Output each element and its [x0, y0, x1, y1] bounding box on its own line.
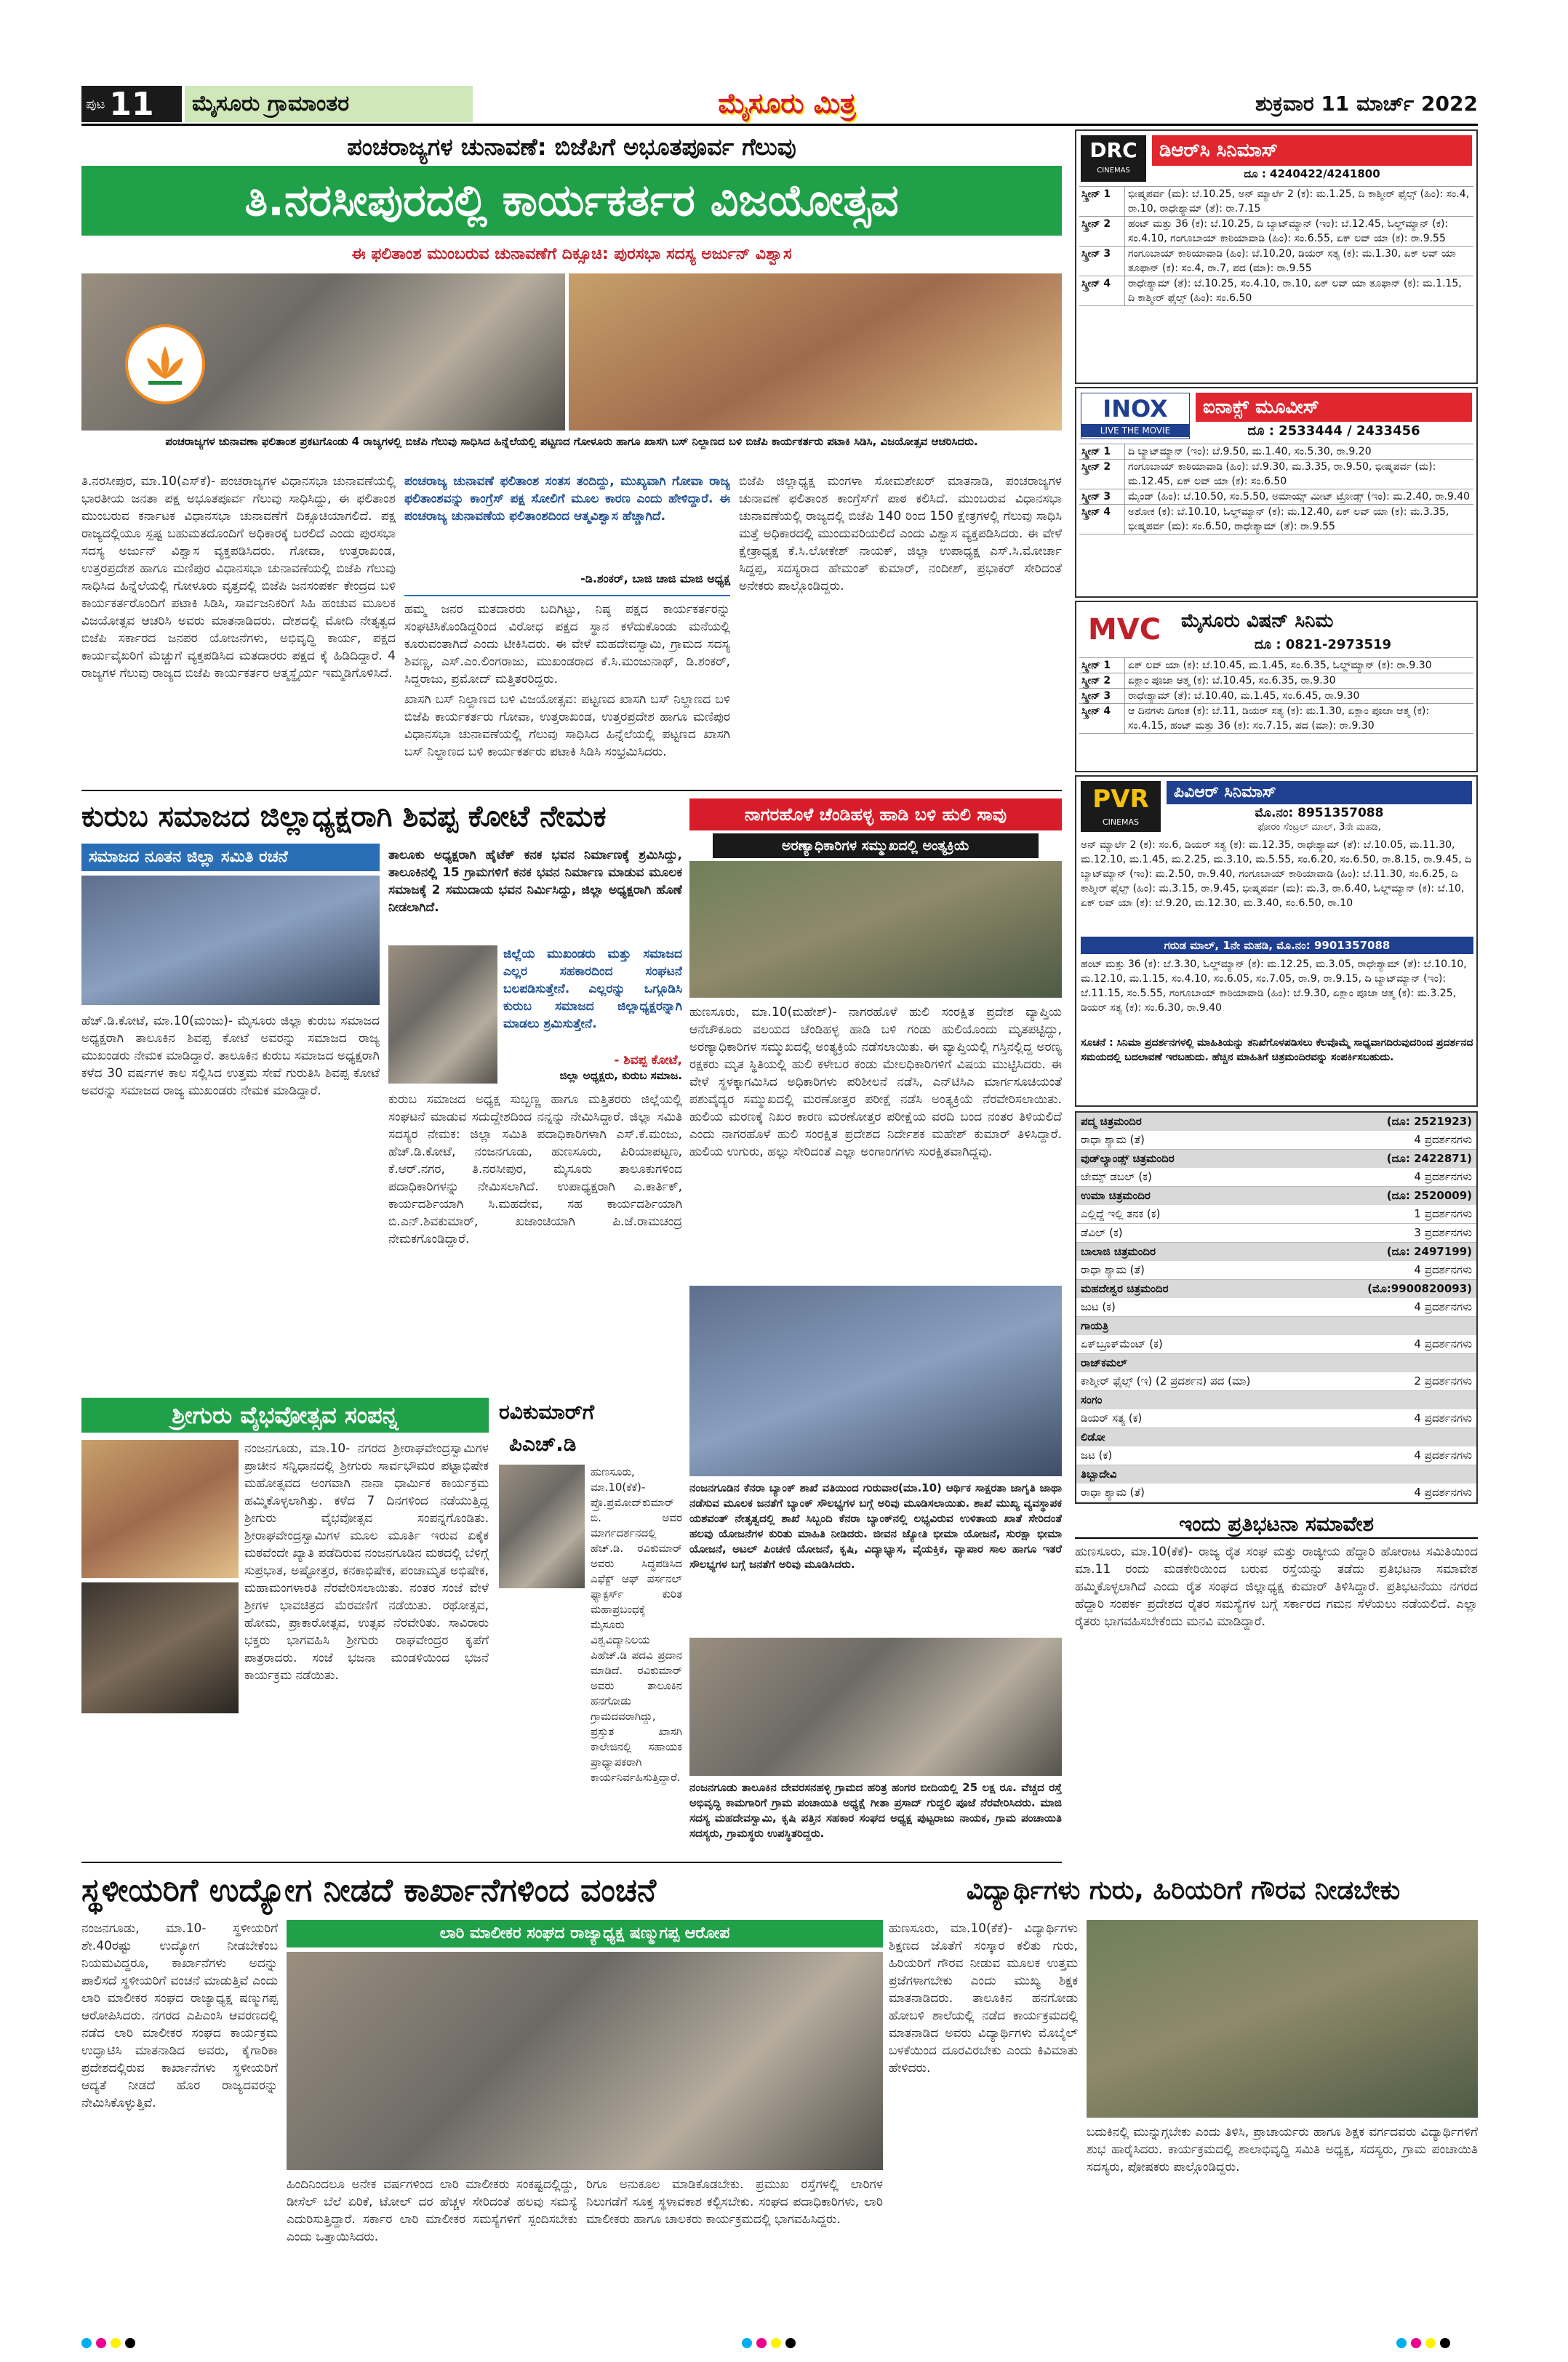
lotus-icon: [140, 339, 191, 390]
mvc-logo: MVC: [1087, 613, 1161, 646]
color-registration-marks-left: [81, 2337, 169, 2349]
pratibhatana-headline: ಇಂದು ಪ್ರತಿಭಟನಾ ಸಮಾವೇಶ: [1075, 1510, 1478, 1539]
show-count: 4 ಪ್ರದರ್ಶನಗಳು: [1414, 1412, 1472, 1425]
inox-ad: [1075, 387, 1478, 598]
header-rule: [81, 124, 1478, 126]
mvc-ad: [1075, 601, 1478, 772]
theatre-name-row: [1076, 1317, 1476, 1335]
nagarahole-headline: ನಾಗರಹೊಳೆ ಚೆಂಡಿಹಳ್ಳ ಹಾಡಿ ಬಳಿ ಹುಲಿ ಸಾವು: [689, 798, 1062, 830]
show-count: 3 ಪ್ರದರ್ಶನಗಳು: [1414, 1226, 1472, 1239]
show-count: 4 ಪ್ರದರ್ಶನಗಳು: [1414, 1263, 1472, 1276]
drc-logo-sub: CINEMAS: [1097, 167, 1130, 175]
theatre-show-row: [1076, 1409, 1476, 1428]
section-name: ಮೈಸೂರು ಗ್ರಾಮಾಂತರ: [185, 86, 473, 122]
black-dot: [785, 2338, 796, 2348]
theatre-name-row: [1076, 1354, 1476, 1372]
screen-label: ಸ್ಕ್ರೀನ್ 1: [1079, 658, 1125, 673]
factory-headline: ಸ್ಥಳೀಯರಿಗೆ ಉದ್ಯೋಗ ನೀಡದೆ ಕಾರ್ಖಾನೆಗಳಿಂದ ವಂಚನೆ: [81, 1872, 657, 1909]
lead-quote-attribution: -ಡಿ.ಶಂಕರ್, ಬಾಜಿ ಚಾಜಿ ಮಾಜಿ ಅಧ್ಯಕ್ಷ: [580, 572, 730, 585]
theatre-show-row: [1076, 1335, 1476, 1354]
screen-label: ಸ್ಕ್ರೀನ್ 4: [1079, 276, 1125, 305]
movie-title: ಜುಟ (ಕ): [1081, 1300, 1116, 1313]
theatre-name: ಗಾಯತ್ರಿ: [1081, 1319, 1109, 1332]
movie-title: ರಾಧಾ ಶ್ಯಾಮ (ತೆ): [1081, 1263, 1145, 1276]
middle-bottom-rule: [81, 1862, 1062, 1863]
screen-row: [1079, 276, 1473, 306]
screen-row: [1079, 460, 1473, 489]
factory-body-2: ಹಿಂದಿನಿಂದಲೂ ಅನೇಕ ವರ್ಷಗಳಿಂದ ಲಾರಿ ಮಾಲೀಕರು ಸಂಕಷ್ಟದಲ್ಲಿದ್ದು, ಡೀಸೆಲ್ ಬೆಲೆ ಏರಿಕೆ, ಟೋಲ್ ದರ ಹೆಚ್ಚಳ ಸೇರಿದಂತೆ ಹಲವು ಸಮಸ್ಯೆ ಎದುರಿಸುತ್ತಿದ್ದಾರೆ. ಸರ್ಕಾರ ಲಾರಿ ಮಾಲೀಕರ ಸಮಸ್ಯೆಗಳಿಗೆ ಸ್ಪಂದಿಸಬೇಕು ಎಂದು ಒತ್ತಾಯಿಸಿದರು.: [287, 2177, 577, 2244]
page-label: ಪುಟ: [86, 96, 105, 112]
mvc-phone: ದೂ : 0821-2973519: [1254, 637, 1392, 652]
screen-label: ಸ್ಕ್ರೀನ್ 2: [1079, 673, 1125, 688]
screen-row: [1079, 689, 1473, 704]
cleanup-photo: [689, 1638, 1062, 1776]
page-header: [81, 79, 1478, 122]
movie-title: ಜೇಮ್ಸ್ ಡಬಲ್ (ಕ): [1081, 1170, 1152, 1183]
theatre-name: ಮಹದೇಶ್ವರ ಚಿತ್ರಮಂದಿರ: [1081, 1282, 1169, 1295]
cyan-dot: [81, 2338, 92, 2348]
theatre-name-row: [1076, 1465, 1476, 1484]
ravikumar-body: ಹುಣಸೂರು, ಮಾ.10(ಕೆಕೆ)- ಪ್ರೊ.ಪ್ರಮೋದ್‌ಕುಮಾರ್ ಬಿ. ಅವರ ಮಾರ್ಗದರ್ಶನದಲ್ಲಿ ಹೆಚ್.ಡಿ. ರವಿಕುಮಾರ್ ಅವರು ಸಿದ್ಧಪಡಿಸಿದ ಎಫೆಕ್ಟ್ ಆಫ್ ಪರ್ಸನಲ್ ಫ್ಯಾಕ್ಟರ್ಸ್ ಕುರಿತ ಮಹಾಪ್ರಬಂಧಕ್ಕೆ ಮೈಸೂರು ವಿಶ್ವವಿದ್ಯಾನಿಲಯ ಪಿಹೆಚ್.ಡಿ ಪದವಿ ಪ್ರದಾನ ಮಾಡಿದೆ. ರವಿಕುಮಾರ್ ಅವರು ತಾಲೂಕಿನ ಹನಗೋಡು ಗ್ರಾಮದವರಾಗಿದ್ದು, ಪ್ರಸ್ತುತ ಖಾಸಗಿ ಕಾಲೇಜಿನಲ್ಲಿ ಸಹಾಯಕ ಪ್ರಾಧ್ಯಾಪಕರಾಗಿ ಕಾರ್ಯನಿರ್ವಹಿಸುತ್ತಿದ್ದಾರೆ.: [591, 1465, 682, 1784]
show-count: 4 ಪ್ರದರ್ಶನಗಳು: [1414, 1300, 1472, 1313]
pvr-mall-listing: ಹಂಟ್ ಮತ್ತು 36 (ಕ): ಬೆ.3.30, ಓಲ್ಡ್‌ಮ್ಯಾನ್ (ಕ): ಮ.12.25, ಮ.3.05, ರಾಧೇಶ್ಯಾಮ್ (ತೆ): ಬೆ.10.10, ಮ.12.10, ಮ.1.15, ಸಂ.4.10, ಸಂ.6.05, ಸಂ.7.05, ರಾ.9, ರಾ.9.15, ದಿ ಬ್ಯಾಟ್‌ಮ್ಯಾನ್ (ಇಂ): ಬೆ.11.15, ಸಂ.5.55, ಗಂಗೂಬಾಯ್ ಕಾಠಿಯಾವಾಡಿ (ಹಿಂ): ಬೆ.9.30, ಏಕ್ಲಾಂ ಪೂಜಾ ಆತ್ಮ (ಕ): ಮ.3.25, ಡಿಯರ್ ಸತ್ಯ (ಕ): ಸಂ.6.30, ರಾ.9.40: [1081, 958, 1467, 1014]
screen-label: ಸ್ಕ್ರೀನ್ 4: [1079, 704, 1125, 733]
cleanup-caption: ನಂಜನಗೂಡು ತಾಲೂಕಿನ ದೇವರಸನಹಳ್ಳಿ ಗ್ರಾಮದ ಹರಿತ್ರ ಹಂಗರ ಬೀದಿಯಲ್ಲಿ 25 ಲಕ್ಷ ರೂ. ವೆಚ್ಚದ ರಸ್ತೆ ಅಭಿವೃದ್ಧಿ ಕಾಮಗಾರಿಗೆ ಗ್ರಾಮ ಪಂಚಾಯಿತಿ ಅಧ್ಯಕ್ಷೆ ಗೀತಾ ಪ್ರಸಾದ್ ಗುದ್ದಲಿ ಪೂಜೆ ನೆರವೇರಿಸಿದರು. ಮಾಜಿ ಸದಸ್ಯ ಮಹದೇವಸ್ವಾಮಿ, ಕೃಷಿ ಪತ್ತಿನ ಸಹಕಾರ ಸಂಘದ ಅಧ್ಯಕ್ಷ ಪುಟ್ಟರಾಜು ನಾಯಕ, ಗ್ರಾಮ ಪಂಚಾಯಿತಿ ಸದಸ್ಯರು, ಗ್ರಾಮಸ್ಥರು ಉಪಸ್ಥಿತರಿದ್ದರು.: [689, 1781, 1062, 1840]
lead-deck: ಈ ಫಲಿತಾಂಶ ಮುಂಬರುವ ಚುನಾವಣೆಗೆ ದಿಕ್ಸೂಚಿ: ಪುರಸಭಾ ಸದಸ್ಯ ಅರ್ಜುನ್ ವಿಶ್ವಾಸ: [351, 245, 792, 263]
theatre-name: ಬಾಲಾಜಿ ಚಿತ್ರಮಂದಿರ: [1081, 1245, 1156, 1258]
screen-showtimes: ದಿ ಬ್ಯಾಟ್‌ಮ್ಯಾನ್ (ಇಂ): ಬೆ.9.50, ಮ.1.40, ಸಂ.5.30, ರಾ.9.20: [1128, 446, 1372, 457]
kuruba-portrait: [388, 945, 497, 1084]
magenta-dot: [1411, 2338, 1421, 2348]
screen-showtimes: ಏಕ್ಲಾಂ ಪೂಜಾ ಆತ್ಮ (ಕ): ಬೆ.10.45, ಸಂ.6.35, ರಾ.9.30: [1128, 675, 1336, 686]
screen-label: ಸ್ಕ್ರೀನ್ 3: [1079, 247, 1125, 276]
theatre-name-row: [1076, 1150, 1476, 1168]
theatre-name: ಲಿಡೋ: [1081, 1430, 1105, 1444]
inox-name: ಐನಾಕ್ಸ್ ಮೂವೀಸ್: [1196, 393, 1472, 422]
theatre-phone: (ದೂ: 2497199): [1386, 1245, 1472, 1258]
theatre-name-row: [1076, 1391, 1476, 1409]
screen-label: ಸ್ಕ್ರೀನ್ 1: [1079, 444, 1125, 459]
pvr-logo: [1081, 781, 1161, 832]
screen-label: ಸ್ಕ್ರೀನ್ 2: [1079, 217, 1125, 246]
show-count: 1 ಪ್ರದರ್ಶನಗಳು: [1414, 1207, 1472, 1220]
screen-showtimes: ರಾಧೇಶ್ಯಾಮ್ (ತೆ): ಬೆ.10.25, ಸಂ.4.10, ರಾ.10, ಏಕ್ ಲವ್ ಯಾ ತೂಫಾನ್ (ಕ): ಮ.1.15, ದಿ ಕಾಶ್ಮೀರ್ ಫೈಲ್ಸ್ (ಹಿಂ): ಸಂ.6.50: [1128, 278, 1462, 304]
screen-row: [1079, 505, 1473, 535]
show-count: 4 ಪ್ರದರ್ಶನಗಳು: [1414, 1486, 1472, 1499]
bank-caption: ನಂಜನಗೂಡಿನ ಕೆನರಾ ಬ್ಯಾಂಕ್ ಶಾಖೆ ವತಿಯಿಂದ ಗುರುವಾರ(ಮಾ.10) ಆರ್ಥಿಕ ಸಾಕ್ಷರತಾ ಜಾಗೃತಿ ಜಾಥಾ ನಡೆಸುವ ಮೂಲಕ ಜನತೆಗೆ ಬ್ಯಾಂಕ್ ಸೌಲಭ್ಯಗಳ ಬಗ್ಗೆ ಅರಿವು ಮೂಡಿಸಲಾಯಿತು. ಶಾಖೆ ಮುಖ್ಯ ವ್ಯವಸ್ಥಾಪಕ ಯಶವಂತ್ ನೇತೃತ್ವದಲ್ಲಿ ಶಾಖೆ ಸಿಬ್ಬಂದಿ ಕೆನರಾ ಬ್ಯಾಂಕ್‌ನಲ್ಲಿ ಲಭ್ಯವಿರುವ ಉಳಿತಾಯ ಖಾತೆ ಸೇರಿದಂತೆ ಹಲವು ಯೋಜನೆಗಳ ಕುರಿತು ಮಾಹಿತಿ ನೀಡಿದರು. ಜೀವನ ಜ್ಯೋತಿ ಭೀಮಾ ಯೋಜನೆ, ಸುರಕ್ಷಾ ಭೀಮಾ ಯೋಜನೆ, ಅಟಲ್ ಪಿಂಚಣಿ ಯೋಜನೆ, ಕೃಷಿ, ವಿದ್ಯಾಭ್ಯಾಸ, ವೈಯಕ್ತಿಕ, ವ್ಯಾಪಾರ ಸಾಲ ಹಾಗೂ ಇತರೆ ಸೌಲಭ್ಯಗಳ ಬಗ್ಗೆ ಜನತೆಗೆ ಅರಿವು ಮೂಡಿಸಿದರು.: [689, 1481, 1062, 1571]
party-logo: [125, 324, 205, 404]
kuruba-quote-role: ಜಿಲ್ಲಾ ಅಧ್ಯಕ್ಷರು, ಕುರುಬ ಸಮಾಜ.: [559, 1069, 682, 1082]
lead-bottom-rule: [81, 790, 1062, 791]
pvr-listing: ಅನ್ ಮ್ಯಾರ್ಲೆ 2 (ಕ): ಸಂ.6, ಡಿಯರ್ ಸತ್ಯ (ಕ): ಮ.12.35, ರಾಧೇಶ್ಯಾಮ್ (ತೆ): ಬೆ.10.05, ಮ.11.30, ಮ.12.10, ಮ.1.45, ಮ.2.25, ಮ.3.10, ಮ.5.55, ಸಂ.6.20, ಸಂ.6.50, ರಾ.8.15, ರಾ.9.45, ದಿ ಬ್ಯಾಟ್‌ಮ್ಯಾನ್ (ಇಂ): ಮ.2.50, ರಾ.9.40, ಗಂಗೂಬಾಯ್ ಕಾಠಿಯಾವಾಡಿ (ಹಿಂ): ಬೆ.11.30, ಸಂ.6.25, ದಿ ಕಾಶ್ಮೀರ್ ಫೈಲ್ಸ್ (ಹಿಂ): ಮ.3.15, ರಾ.9.45, ಭೀಷ್ಮಪರ್ವ (ಮ): ಮ.3, ರಾ.6.40, ಓಲ್ಡ್‌ಮ್ಯಾನ್ (ಕ): ಬೆ.10, ಏಕ್ ಲವ್ ಯಾ (ಕ): ಬೆ.9.20, ಮ.12.30, ಮ.3.40, ಸಂ.6.50, ರಾ.10: [1081, 839, 1472, 909]
kuruba-body-1: ಹೆಚ್.ಡಿ.ಕೋಟೆ, ಮಾ.10(ಮಂಜು)- ಮೈಸೂರು ಜಿಲ್ಲಾ ಕುರುಬ ಸಮಾಜದ ಅಧ್ಯಕ್ಷರಾಗಿ ತಾಲೂಕಿನ ಶಿವಪ್ಪ ಕೋಟೆ ಅವರನ್ನು ಸಮಾಜದ ರಾಜ್ಯ ಮುಖಂಡರು ನೇಮಕ ಮಾಡಿದ್ದಾರೆ. ತಾಲೂಕಿನ ಕುರುಬ ಸಮಾಜದ ಅಧ್ಯಕ್ಷರಾಗಿ ಕಳೆದ 30 ವರ್ಷಗಳ ಕಾಲ ಸಲ್ಲಿಸಿದ ಉತ್ತಮ ಸೇವೆ ಗುರುತಿಸಿ ಶಿವಪ್ಪ ಕೋಟೆ ಅವರನ್ನು ಸಮಾಜದ ರಾಜ್ಯ ಮುಖಂಡರು ನೇಮಕ ಮಾಡಿದ್ದಾರೆ.: [81, 1014, 380, 1098]
color-registration-marks-center: [742, 2337, 829, 2349]
theatre-phone: (ದೂ: 2521923): [1386, 1115, 1472, 1128]
theatre-name: ತಿಬ್ಬಾದೇವಿ: [1081, 1468, 1117, 1481]
movie-title: ಡಿಯರ್ ಸತ್ಯ (ಕ): [1081, 1412, 1143, 1425]
screen-label: ಸ್ಕ್ರೀನ್ 4: [1079, 505, 1125, 534]
drc-logo-text: DRC: [1089, 138, 1137, 162]
sriguru-body: ನಂಜನಗೂಡು, ಮಾ.10- ನಗರದ ಶ್ರೀರಾಘವೇಂದ್ರಸ್ವಾಮಿಗಳ ಪ್ರಾಚೀನ ಸನ್ನಿಧಾನದಲ್ಲಿ ಶ್ರೀಗುರು ಸಾರ್ವಭೌಮರ ಪಟ್ಟಾಭಿಷೇಕ ಮಹೋತ್ಸವದ ಅಂಗವಾಗಿ ನಾನಾ ಧಾರ್ಮಿಕ ಕಾರ್ಯಕ್ರಮ ಹಮ್ಮಿಕೊಳ್ಳಲಾಗಿತ್ತು. ಕಳೆದ 7 ದಿನಗಳಿಂದ ನಡೆಯುತ್ತಿದ್ದ ಶ್ರೀಗುರು ವೈಭವೋತ್ಸವ ಸಂಪನ್ನಗೊಂಡಿತು. ಶ್ರೀರಾಘವೇಂದ್ರಸ್ವಾಮಿಗಳ ಮೂಲ ಮೂರ್ತಿ ಇರುವ ಏಕೈಕ ಮಠವೆಂದೇ ಖ್ಯಾತಿ ಪಡೆದಿರುವ ನಂಜನಗೂಡಿನ ಮಠದಲ್ಲಿ ಬೆಳಿಗ್ಗೆ ಸುಪ್ರಭಾತ, ಅಷ್ಟೋತ್ತರ, ಕನಕಾಭಿಷೇಕ, ಪಂಚಾಮೃತ ಅಭಿಷೇಕ, ಮಹಾಮಂಗಳಾರತಿ ನೆರವೇರಿಸಲಾಯಿತು. ನಂತರ ಸಂಜೆ ವೇಳೆ ಶ್ರೀಗಳ ಭಾವಚಿತ್ರದ ಮೆರವಣಿಗೆ ನಡೆಯಿತು. ರಥೋತ್ಸವ, ಹೋಮ, ಪ್ರಾಕಾರೋತ್ಸವ, ಉತ್ಸವ ನೆರವೇರಿತು. ಸಾವಿರಾರು ಭಕ್ತರು ಭಾಗವಹಿಸಿ ಶ್ರೀಗುರು ರಾಘವೇಂದ್ರರ ಕೃಪೆಗೆ ಪಾತ್ರರಾದರು. ಸಂಜೆ ಭಜನಾ ಮಂಡಳಿಯಿಂದ ಭಜನೆ ಕಾರ್ಯಕ್ರಮ ನಡೆಯಿತು.: [244, 1441, 489, 1683]
theatre-show-row: [1076, 1205, 1476, 1224]
movie-title: ಡೆವಿಲ್ (ಕ): [1081, 1226, 1123, 1239]
kuruba-body-3: ಕುರುಬ ಸಮಾಜದ ಅಧ್ಯಕ್ಷ ಸುಬ್ಬಣ್ಣ ಹಾಗೂ ಮತ್ತಿತರರು ಜಿಲ್ಲೆಯಲ್ಲಿ ಸಂಘಟನೆ ಮಾಡುವ ಸದುದ್ದೇಶದಿಂದ ನನ್ನನ್ನು ನೇಮಿಸಿದ್ದಾರೆ. ಜಿಲ್ಲಾ ಸಮಿತಿ ಸದಸ್ಯರ ನೇಮಕ: ಜಿಲ್ಲಾ ಸಮಿತಿ ಪದಾಧಿಕಾರಿಗಳಾಗಿ ಎಸ್.ಕೆ.ಮಂಜು, ಹೆಚ್.ಡಿ.ಕೋಟೆ, ನಂಜನಗೂಡು, ಹುಣಸೂರು, ಪಿರಿಯಾಪಟ್ಟಣ, ಕೆ.ಆರ್.ನಗರ, ತಿ.ನರಸೀಪುರ, ಮೈಸೂರು ತಾಲೂಕುಗಳಿಂದ ಪದಾಧಿಕಾರಿಗಳನ್ನು ನೇಮಿಸಲಾಗಿದೆ. ಉಪಾಧ್ಯಕ್ಷರಾಗಿ ಎ.ಕಾರ್ತಿಕ್, ಕಾರ್ಯದರ್ಶಿಯಾಗಿ ಸಿ.ಮಹದೇವ, ಸಹ ಕಾರ್ಯದರ್ಶಿಯಾಗಿ ಬಿ.ಎನ್.ಶಿವಕುಮಾರ್, ಖಜಾಂಚಿಯಾಗಿ ಪಿ.ಜೆ.ರಾಮಚಂದ್ರ ನೇಮಕಗೊಂಡಿದ್ದಾರೆ.: [388, 1092, 682, 1246]
students-body-1: ಹುಣಸೂರು, ಮಾ.10(ಕೆಕೆ)- ವಿದ್ಯಾರ್ಥಿಗಳು ಶಿಕ್ಷಣದ ಜೊತೆಗೆ ಸಂಸ್ಕಾರ ಕಲಿತು ಗುರು, ಹಿರಿಯರಿಗೆ ಗೌರವ ನೀಡುವ ಮೂಲಕ ಉತ್ತಮ ಪ್ರಜೆಗಳಾಗಬೇಕು ಎಂದು ಮುಖ್ಯ ಶಿಕ್ಷಕ ಮಾತನಾಡಿದರು. ತಾಲೂಕಿನ ಹನಗೋಡು ಹೋಬಳಿ ಶಾಲೆಯಲ್ಲಿ ನಡೆದ ಕಾರ್ಯಕ್ರಮದಲ್ಲಿ ಮಾತನಾಡಿದ ಅವರು ವಿದ್ಯಾರ್ಥಿಗಳು ಮೊಬೈಲ್ ಬಳಕೆಯಿಂದ ದೂರವಿರಬೇಕು ಎಂದು ಕಿವಿಮಾತು ಹೇಳಿದರು.: [889, 1921, 1078, 2075]
theatre-name: ರಾಜ್‌ಕಮಲ್: [1081, 1356, 1127, 1369]
kuruba-body-2: ತಾಲೂಕು ಅಧ್ಯಕ್ಷರಾಗಿ ಹೈಟೆಕ್ ಕನಕ ಭವನ ನಿರ್ಮಾಣಕ್ಕೆ ಶ್ರಮಿಸಿದ್ದು, ತಾಲೂಕಿನಲ್ಲಿ 15 ಗ್ರಾಮಗಳಿಗೆ ಕನಕ ಭವನ ನಿರ್ಮಾಣ ಮಾಡುವ ಮೂಲಕ ಸಮಾಜಕ್ಕೆ 2 ಸಮುದಾಯ ಭವನ ನಿರ್ಮಿಸಿದ್ದು, ಜಿಲ್ಲಾ ಅಧ್ಯಕ್ಷರಾಗಿ ಹೊಣೆ ನೀಡಲಾಗಿದೆ.: [388, 848, 682, 915]
screen-label: ಸ್ಕ್ರೀನ್ 2: [1079, 460, 1125, 489]
screen-showtimes: ಗಂಗೂಬಾಯ್ ಕಾಠಿಯಾವಾಡಿ (ಹಿಂ): ಬೆ.9.30, ಮ.3.35, ರಾ.9.50, ಭೀಷ್ಮಪರ್ವ (ಮ): ಮ.12.45, ಏಕ್ ಲವ್ ಯಾ (ಕ): ಸಂ.6.50: [1128, 461, 1436, 487]
pvr-ad: [1075, 775, 1478, 1107]
sriguru-photo-2: [81, 1582, 239, 1713]
show-count: 4 ಪ್ರದರ್ಶನಗಳು: [1414, 1133, 1472, 1146]
theatre-name-row: [1076, 1187, 1476, 1205]
pratibhatana-body: ಹುಣಸೂರು, ಮಾ.10(ಕೆಕೆ)- ರಾಜ್ಯ ರೈತ ಸಂಘ ಮತ್ತು ರಾಜ್ಯೀಯ ಹೆದ್ದಾರಿ ಹೋರಾಟ ಸಮಿತಿಯಿಂದ ಮಾ.11 ರಂದು ಮಡಕೇರಿಯಿಂದ ಬರುವ ರಸ್ತೆಯನ್ನು ತಡೆದು ಪ್ರತಿಭಟನಾ ಸಮಾವೇಶ ಹಮ್ಮಿಕೊಳ್ಳಲಾಗಿದೆ ಎಂದು ರೈತ ಸಂಘದ ಜಿಲ್ಲಾಧ್ಯಕ್ಷ ಕುಮಾರ್ ತಿಳಿಸಿದ್ದಾರೆ. ಪ್ರತಿಭಟನೆಯು ನಗರದ ಹೆದ್ದಾರಿ ಸಂಪರ್ಕ ಪ್ರದೇಶದ ರೈತರ ಸಮಸ್ಯೆಗಳ ಬಗ್ಗೆ ಸರ್ಕಾರದ ಗಮನ ಸೆಳೆಯಲು ನಡೆಯಲಿದೆ. ಎಲ್ಲಾ ರೈತರು ಭಾಗವಹಿಸಬೇಕೆಂದು ಮನವಿ ಮಾಡಿದ್ದಾರೆ.: [1075, 1545, 1478, 1629]
kuruba-photo: [81, 876, 380, 1005]
drc-phone: ದೂ : 4240422/4241800: [1244, 167, 1380, 180]
sriguru-headline: ಶ್ರೀಗುರು ವೈಭವೋತ್ಸವ ಸಂಪನ್ನ: [81, 1398, 489, 1433]
kuruba-quote-name: - ಶಿವಪ್ಪ ಕೋಟೆ,: [614, 1053, 682, 1068]
kuruba-headline: ಕುರುಬ ಸಮಾಜದ ಜಿಲ್ಲಾಧ್ಯಕ್ಷರಾಗಿ ಶಿವಪ್ಪ ಕೋಟೆ ನೇಮಕ: [81, 800, 607, 833]
inox-logo-text: INOX: [1103, 395, 1168, 423]
factory-photo: [287, 1952, 883, 2170]
screen-showtimes: ಏಕ್ ಲವ್ ಯಾ (ಕ): ಬೆ.10.45, ಮ.1.45, ಸಂ.6.35, ಓಲ್ಡ್‌ಮ್ಯಾನ್ (ಕ): ರಾ.9.30: [1128, 660, 1432, 671]
yellow-dot: [771, 2338, 781, 2348]
lead-kicker: ಪಂಚರಾಜ್ಯಗಳ ಚುನಾವಣೆ: ಬಿಜೆಪಿಗೆ ಅಭೂತಪೂರ್ವ ಗೆಲುವು: [347, 133, 796, 161]
theatre-name-row: [1076, 1113, 1476, 1131]
screen-row: [1079, 673, 1473, 689]
nagarahole-subhead: ಅರಣ್ಯಾಧಿಕಾರಿಗಳ ಸಮ್ಮುಖದಲ್ಲಿ ಅಂತ್ಯಕ್ರಿಯೆ: [713, 833, 1039, 858]
screen-row: [1079, 217, 1473, 247]
theatre-name-row: [1076, 1243, 1476, 1261]
theatre-show-row: [1076, 1261, 1476, 1280]
black-dot: [125, 2338, 135, 2348]
lead-column-2b: ಖಾಸಗಿ ಬಸ್ ನಿಲ್ದಾಣದ ಬಳಿ ವಿಜಯೋತ್ಸವ: ಪಟ್ಟಣದ ಖಾಸಗಿ ಬಸ್ ನಿಲ್ದಾಣದ ಬಳಿ ಬಿಜೆಪಿ ಕಾರ್ಯಕರ್ತರು ಗೋವಾ, ಉತ್ತರಾಖಂಡ, ಉತ್ತರಪ್ರದೇಶ ಹಾಗೂ ಮಣಿಪುರ ವಿಧಾನಸಭಾ ಚುನಾವಣೆಯಲ್ಲಿ ಗೆಲುವು ಸಾಧಿಸಿದ ಹಿನ್ನೆಲೆಯಲ್ಲಿ ಪಟ್ಟಣದ ಖಾಸಗಿ ಬಸ್ ನಿಲ್ದಾಣದ ಬಳಿ ಕಾರ್ಯಕರ್ತರು ಪಟಾಕಿ ಸಿಡಿಸಿ ಸಂಭ್ರಮಿಸಿದರು.: [404, 692, 730, 759]
screen-row: [1079, 247, 1473, 276]
mvc-name: ಮೈಸೂರು ವಿಷನ್ ಸಿನಿಮ: [1181, 610, 1334, 632]
theatre-show-row: [1076, 1446, 1476, 1465]
theatre-name: ವುಡ್‌ಲ್ಯಾಂಡ್ಸ್ ಚಿತ್ರಮಂದಿರ: [1081, 1152, 1175, 1165]
magenta-dot: [756, 2338, 767, 2348]
drc-ad: [1075, 129, 1478, 384]
pvr-phone: ಮೊ.ನಂ: 8951357088: [1255, 806, 1384, 820]
yellow-dot: [111, 2338, 121, 2348]
screen-showtimes: ಆ ದಿನಗಳು ದಿಗಂತ (ಕ): ಬೆ.11, ಡಿಯರ್ ಸತ್ಯ (ಕ): ಮ.1.30, ಏಕ್ಲಾಂ ಪೂಜಾ ಆತ್ಮ (ಕ): ಸಂ.4.15, ಹಂಟ್ ಮತ್ತು 36 (ಕ): ಸಂ.7.15, ಪದ (ಮಾ): ರಾ.9.30: [1128, 705, 1430, 732]
kuruba-subhead: ಸಮಾಜದ ನೂತನ ಜಿಲ್ಲಾ ಸಮಿತಿ ರಚನೆ: [81, 844, 380, 871]
mvc-listing: [1079, 657, 1473, 769]
black-dot: [1440, 2338, 1450, 2348]
theatre-phone: (ಮೊ:9900820093): [1367, 1282, 1472, 1295]
theatre-name: ಪದ್ಮ ಚಿತ್ರಮಂದಿರ: [1081, 1115, 1142, 1128]
yellow-dot: [1425, 2338, 1436, 2348]
movie-title: ಕಾಶ್ಮೀರ್ ಫೈಲ್ಸ್ (ಇ) (2 ಪ್ರದರ್ಶನ) ಪದ (ಮಾ): [1081, 1374, 1251, 1388]
screen-showtimes: ಅಶೋಕ (ಕ): ಬೆ.10.10, ಓಲ್ಡ್‌ಮ್ಯಾನ್ (ಕ): ಮ.12.40, ಏಕ್ ಲವ್ ಯಾ (ಕ): ಮ.3.35, ಭೀಷ್ಮಪರ್ವ (ಮ): ಸಂ.6.50, ರಾಧೇಶ್ಯಾಮ್ (ತೆ): ರಾ.9.55: [1128, 506, 1449, 532]
page-number-box: [81, 86, 182, 122]
drc-name: ಡಿಆರ್‌ಸಿ ಸಿನಿಮಾಸ್: [1152, 135, 1472, 166]
theatre-name-row: [1076, 1280, 1476, 1298]
lead-photo-right: [569, 273, 1062, 431]
screen-showtimes: ಭೀಷ್ಮಪರ್ವ (ಮ): ಬೆ.10.25, ಅನ್ ಮ್ಯಾರ್ಲೆ 2 (ಕ): ಮ.1.25, ದಿ ಕಾಶ್ಮೀರ್ ಫೈಲ್ಸ್ (ಹಿಂ): ಸಂ.4, ರಾ.10, ರಾಧೇಶ್ಯಾಮ್ (ತೆ): ರಾ.7.15: [1128, 188, 1470, 215]
screen-showtimes: ಗಂಗೂಬಾಯ್ ಕಾಠಿಯಾವಾಡಿ (ಹಿಂ): ಬೆ.10.20, ಡಿಯರ್ ಸತ್ಯ (ಕ): ಮ.1.30, ಏಕ್ ಲವ್ ಯಾ ತೂಫಾನ್ (ಕ): ಸಂ.4, ರಾ.7, ಪದ (ಮಾ): ರಾ.9.55: [1128, 248, 1456, 274]
screen-row: [1079, 704, 1473, 734]
movie-title: ಎಲ್ಲಿದ್ದೆ ಇಲ್ಲಿ ತನಕ (ಕ): [1081, 1207, 1161, 1220]
screen-showtimes: ರಾಧೇಶ್ಯಾಮ್ (ತೆ): ಬೆ.10.40, ಮ.1.45, ಸಂ.6.45, ರಾ.9.30: [1128, 690, 1360, 702]
pvr-note: ಸೂಚನೆ : ಸಿನಿಮಾ ಪ್ರದರ್ಶನಗಳಲ್ಲಿ ಮಾಹಿತಿಯನ್ನು ತನಿಖೆಗೊಳಪಡಿಸಲು ಕೆಲವೊಮ್ಮೆ ಸಾಧ್ಯವಾಗದಿರುವುದರಿಂದ ಪ್ರದರ್ಶನದ ಸಮಯದಲ್ಲಿ ಬದಲಾವಣೆ ಇರಬಹುದು. ಹೆಚ್ಚಿನ ಮಾಹಿತಿಗೆ ಚಿತ್ರಮಂದಿರವನ್ನು ಸಂಪರ್ಕಿಸಬಹುದು.: [1081, 1037, 1473, 1063]
lead-column-1: ತಿ.ನರಸೀಪುರ, ಮಾ.10(ಎಸ್‌ಕೆ)- ಪಂಚರಾಜ್ಯಗಳ ವಿಧಾನಸಭಾ ಚುನಾವಣೆಯಲ್ಲಿ ಭಾರತೀಯ ಜನತಾ ಪಕ್ಷ ಅಭೂತಪೂರ್ವ ಗೆಲುವು ಸಾಧಿಸಿದ್ದು, ಈ ಫಲಿತಾಂಶ ಮುಂಬರುವ ಕರ್ನಾಟಕ ವಿಧಾನಸಭಾ ಚುನಾವಣೆಗೆ ದಿಕ್ಸೂಚಿಯಾಗಲಿದೆ. ಪಕ್ಷ ರಾಜ್ಯದಲ್ಲಿಯೂ ಸ್ಪಷ್ಟ ಬಹುಮತದೊಂದಿಗೆ ಅಧಿಕಾರಕ್ಕೆ ಬರಲಿದೆ ಎಂದು ಪುರಸಭಾ ಸದಸ್ಯ ಅರ್ಜುನ್ ವಿಶ್ವಾಸ ವ್ಯಕ್ತಪಡಿಸಿದರು. ಗೋವಾ, ಉತ್ತರಾಖಂಡ, ಉತ್ತರಪ್ರದೇಶ ಹಾಗೂ ಮಣಿಪುರ ವಿಧಾನಸಭಾ ಚುನಾವಣೆಯಲ್ಲಿ ಬಿಜೆಪಿ ಗೆಲುವು ಸಾಧಿಸಿದ ಹಿನ್ನೆಲೆಯಲ್ಲಿ ಗೋಳೂರು ವೃತ್ತದಲ್ಲಿ ಬಿಜೆಪಿ ಜನಸಂಪರ್ಕ ಕೇಂದ್ರದ ಬಳಿ ಕಾರ್ಯಕರ್ತರೊಂದಿಗೆ ಪಟಾಕಿ ಸಿಡಿಸಿ, ಸಾರ್ವಜನಿಕರಿಗೆ ಸಿಹಿ ಹಂಚುವ ಮೂಲಕ ವಿಜಯೋತ್ಸವ ಆಚರಿಸಿ ಅವರು ಮಾತನಾಡಿದರು. ದೇಶದಲ್ಲಿ ಮೋದಿ ನೇತೃತ್ವದ ಬಿಜೆಪಿ ಸರ್ಕಾರದ ಜನಪರ ಯೋಜನೆಗಳು, ಅಭಿವೃದ್ಧಿ ಕಾರ್ಯ, ಪಕ್ಷದ ಕಾರ್ಯವೈಖರಿಗೆ ಮೆಚ್ಚುಗೆ ವ್ಯಕ್ತಪಡಿಸಿದ ಮತದಾರರು ಪಕ್ಷದ ಕೈ ಹಿಡಿದಿದ್ದಾರೆ. 4 ರಾಜ್ಯಗಳ ಗೆಲುವು ರಾಜ್ಯದ ಬಿಜೆಪಿ ಕಾರ್ಯಕರ್ತರ ಆತ್ಮಸ್ಥೈರ್ಯ ಇಮ್ಮಡಿಗೊಳಿಸಿದೆ.: [81, 474, 396, 681]
drc-listing: [1079, 186, 1473, 381]
lead-photo-caption: ಪಂಚರಾಜ್ಯಗಳ ಚುನಾವಣಾ ಫಲಿತಾಂಶ ಪ್ರಕಟಗೊಂಡು 4 ರಾಜ್ಯಗಳಲ್ಲಿ ಬಿಜೆಪಿ ಗೆಲುವು ಸಾಧಿಸಿದ ಹಿನ್ನೆಲೆಯಲ್ಲಿ ಪಟ್ಟಣದ ಗೋಳೂರು ಹಾಗೂ ಖಾಸಗಿ ಬಸ್ ನಿಲ್ದಾಣದ ಬಳಿ ಬಿಜೆಪಿ ಕಾರ್ಯಕರ್ತರು ಪಟಾಕಿ ಸಿಡಿಸಿ, ವಿಜಯೋತ್ಸವ ಆಚರಿಸಿದರು.: [165, 435, 978, 448]
theatre-show-row: [1076, 1224, 1476, 1243]
factory-subhead: ಲಾರಿ ಮಾಲೀಕರ ಸಂಘದ ರಾಜ್ಯಾಧ್ಯಕ್ಷ ಷಣ್ಮುಗಪ್ಪ ಆರೋಪ: [287, 1920, 883, 1947]
sriguru-photo-1: [81, 1440, 239, 1578]
ravikumar-headline: ರವಿಕುಮಾರ್‌ಗೆ: [499, 1400, 595, 1424]
students-photo: [1087, 1920, 1478, 2118]
factory-body-3: ರಿಗೂ ಅನುಕೂಲ ಮಾಡಿಕೊಡಬೇಕು. ಪ್ರಮುಖ ರಸ್ತೆಗಳಲ್ಲಿ ಲಾರಿಗಳ ನಿಲುಗಡೆಗೆ ಸೂಕ್ತ ಸ್ಥಳಾವಕಾಶ ಕಲ್ಪಿಸಬೇಕು. ಸಂಘದ ಪದಾಧಿಕಾರಿಗಳು, ಲಾರಿ ಮಾಲೀಕರು ಹಾಗೂ ಚಾಲಕರು ಕಾರ್ಯಕ್ರಮದಲ್ಲಿ ಭಾಗವಹಿಸಿದ್ದರು.: [586, 2177, 883, 2227]
movie-title: ಜಟ (ಕ): [1081, 1449, 1113, 1462]
screen-row: [1079, 187, 1473, 217]
movie-title: ರಾಧಾ ಶ್ಯಾಮ (ತೆ): [1081, 1133, 1145, 1146]
kuruba-quote: ಜಿಲ್ಲೆಯ ಮುಖಂಡರು ಮತ್ತು ಸಮಾಜದ ಎಲ್ಲರ ಸಹಕಾರದಿಂದ ಸಂಘಟನೆ ಬಲಪಡಿಸುತ್ತೇನೆ. ಎಲ್ಲರನ್ನು ಒಗ್ಗೂಡಿಸಿ ಕುರುಬ ಸಮಾಜದ ಜಿಲ್ಲಾಧ್ಯಕ್ಷರನ್ನಾಗಿ ಮಾಡಲು ಶ್ರಮಿಸುತ್ತೇನೆ.: [503, 947, 682, 1031]
theatre-name-row: [1076, 1428, 1476, 1446]
ravikumar-portrait: [499, 1465, 585, 1588]
students-headline: ವಿದ್ಯಾರ್ಥಿಗಳು ಗುರು, ಹಿರಿಯರಿಗೆ ಗೌರವ ನೀಡಬೇಕು: [966, 1875, 1401, 1905]
nagarahole-body: ಹುಣಸೂರು, ಮಾ.10(ಮಹೇಶ್)- ನಾಗರಹೊಳೆ ಹುಲಿ ಸಂರಕ್ಷಿತ ಪ್ರದೇಶ ವ್ಯಾಪ್ತಿಯ ಆನೆಚೌಕೂರು ವಲಯದ ಚೆಂಡಿಹಳ್ಳ ಹಾಡಿ ಬಳಿ ಗಂಡು ಹುಲಿಯೊಂದು ಮೃತಪಟ್ಟಿದ್ದು, ಅರಣ್ಯಾಧಿಕಾರಿಗಳ ಸಮ್ಮುಖದಲ್ಲಿ ಅಂತ್ಯಕ್ರಿಯೆ ನಡೆಸಲಾಯಿತು. ಈ ವ್ಯಾಪ್ತಿಯಲ್ಲಿ ಗಸ್ತಿನಲ್ಲಿದ್ದ ಅರಣ್ಯ ರಕ್ಷಕರು ಮೃತ ಸ್ಥಿತಿಯಲ್ಲಿ ಹುಲಿ ಕಳೇಬರ ಕಂಡು ಮೇಲಧಿಕಾರಿಗಳಿಗೆ ವಿಷಯ ಮುಟ್ಟಿಸಿದರು. ಈ ವೇಳೆ ಸ್ಥಳಕ್ಕಾಗಮಿಸಿದ ಅಧಿಕಾರಿಗಳು ಪರಿಶೀಲನೆ ನಡೆಸಿ, ಎನ್‌ಟಿಸಿಎ ಮಾರ್ಗಸೂಚಿಯಂತೆ ಪಶುವೈದ್ಯರ ಸಮ್ಮುಖದಲ್ಲಿ ಮರಣೋತ್ತರ ಪರೀಕ್ಷೆ ನಡೆಸಿ ಅಂತ್ಯಕ್ರಿಯೆ ನೆರವೇರಿಸಲಾಯಿತು. ಹುಲಿಯ ಮರಣಕ್ಕೆ ನಿಖರ ಕಾರಣ ಮರಣೋತ್ತರ ಪರೀಕ್ಷೆಯ ವರದಿ ಬಂದ ನಂತರ ತಿಳಿಯಲಿದೆ ಎಂದು ನಾಗರಹೊಳೆ ಹುಲಿ ಸಂರಕ್ಷಿತ ಪ್ರದೇಶದ ನಿರ್ದೇಶಕ ಮಹೇಶ್ ಕುಮಾರ್ ತಿಳಿಸಿದ್ದಾರೆ. ಹುಲಿಯ ಉಗುರು, ಹಲ್ಲು ಸೇರಿದಂತೆ ಎಲ್ಲಾ ಅಂಗಾಂಗಗಳು ಸುರಕ್ಷಿತವಾಗಿದ್ದವು.: [689, 1005, 1062, 1159]
factory-body-1: ನಂಜನಗೂಡು, ಮಾ.10- ಸ್ಥಳೀಯರಿಗೆ ಶೇ.40ರಷ್ಟು ಉದ್ಯೋಗ ನೀಡಬೇಕೆಂಬ ನಿಯಮವಿದ್ದರೂ, ಕಾರ್ಖಾನೆಗಳು ಅದನ್ನು ಪಾಲಿಸದೆ ಸ್ಥಳೀಯರಿಗೆ ವಂಚನೆ ಮಾಡುತ್ತಿವೆ ಎಂದು ಲಾರಿ ಮಾಲೀಕರ ಸಂಘದ ರಾಜ್ಯಾಧ್ಯಕ್ಷ ಷಣ್ಮುಗಪ್ಪ ಆರೋಪಿಸಿದರು. ನಗರದ ಎಪಿಎಂಸಿ ಆವರಣದಲ್ಲಿ ನಡೆದ ಲಾರಿ ಮಾಲೀಕರ ಸಂಘದ ಕಾರ್ಯಕ್ರಮ ಉದ್ಘಾಟಿಸಿ ಮಾತನಾಡಿದ ಅವರು, ಕೈಗಾರಿಕಾ ಪ್ರದೇಶದಲ್ಲಿರುವ ಕಾರ್ಖಾನೆಗಳು ಸ್ಥಳೀಯರಿಗೆ ಆದ್ಯತೆ ನೀಡದೆ ಹೊರ ರಾಜ್ಯದವರನ್ನು ನೇಮಿಸಿಕೊಳ್ಳುತ್ತಿವೆ.: [81, 1921, 278, 2110]
cyan-dot: [742, 2338, 752, 2348]
pvr-logo-text: PVR: [1092, 785, 1149, 814]
pvr-name: ಪಿವಿಆರ್ ಸಿನಿಮಾಸ್: [1167, 781, 1472, 804]
lead-headline: ತಿ.ನರಸೀಪುರದಲ್ಲಿ ಕಾರ್ಯಕರ್ತರ ವಿಜಯೋತ್ಸವ: [81, 166, 1062, 236]
pvr-address: ಫೋರಂ ಸೆಂಟ್ರಲ್ ಮಾಲ್, 3ನೇ ಮಹಡಿ,: [1257, 822, 1381, 833]
issue-date: ಶುಕ್ರವಾರ 11 ಮಾರ್ಚ್ 2022: [1255, 92, 1478, 116]
lead-column-2: ಹಮ್ಮ ಜನರ ಮತದಾರರು ಬದಿಗಿಟ್ಟು, ನಿಷ್ಠ ಪಕ್ಷದ ಕಾರ್ಯಕರ್ತರನ್ನು ಸಂಘಟಿಸಿಕೊಂಡಿದ್ದರಿಂದ ವಿರೋಧ ಪಕ್ಷದ ಸ್ಥಾನ ಕಳೆದುಕೊಂಡು ಮನೆಯಲ್ಲಿ ಕೂರುವಂತಾಗಿದೆ ಎಂದು ಟೀಕಿಸಿದರು. ಈ ವೇಳೆ ಮಹದೇವಸ್ವಾಮಿ, ಗ್ರಾಮದ ಸದಸ್ಯ ಶಿವಣ್ಣ, ಎಸ್.ಎಂ.ಲಿಂಗರಾಜು, ಮುಖಂಡರಾದ ಕೆ.ಸಿ.ಮಂಜುನಾಥ್, ಡಿ.ಶಂಕರ್, ಸಿದ್ದರಾಜು, ಪ್ರಮೋದ್ ಮತ್ತಿತರರಿದ್ದರು.: [404, 602, 730, 686]
color-registration-marks-right: [1396, 2337, 1484, 2349]
theatre-name: ಸಂಗಂ: [1081, 1393, 1103, 1406]
screen-label: ಸ್ಕ್ರೀನ್ 3: [1079, 689, 1125, 703]
magenta-dot: [96, 2338, 106, 2348]
bank-photo: [689, 1286, 1062, 1476]
screen-showtimes: ಹಂಟ್ ಮತ್ತು 36 (ಕ): ಬೆ.10.25, ದಿ ಬ್ಯಾಟ್‌ಮ್ಯಾನ್ (ಇಂ): ಬೆ.12.45, ಓಲ್ಡ್‌ಮ್ಯಾನ್ (ಕ): ಸಂ.4.10, ಗಂಗೂಬಾಯ್ ಕಾಠಿಯಾವಾಡಿ (ಹಿಂ): ಸಂ.6.55, ಏಕ್ ಲವ್ ಯಾ (ಕ): ರಾ.9.55: [1128, 218, 1449, 244]
theatre-name: ಉಮಾ ಚಿತ್ರಮಂದಿರ: [1081, 1189, 1151, 1202]
movie-title: ರಾಧಾ ಶ್ಯಾಮ (ತೆ): [1081, 1486, 1145, 1499]
screen-label: ಸ್ಕ್ರೀನ್ 1: [1079, 187, 1125, 216]
show-count: 4 ಪ್ರದರ್ಶನಗಳು: [1414, 1337, 1472, 1350]
pvr-mall: ಗರುಡ ಮಾಲ್, 1ನೇ ಮಹಡಿ, ಮೊ.ನಂ: 9901357088: [1081, 937, 1473, 954]
movie-title: ಏಕ್‌ಬ್ರೂಕ್‌ಮೆಂಟ್ (ಕ): [1081, 1337, 1163, 1350]
show-count: 4 ಪ್ರದರ್ಶನಗಳು: [1414, 1170, 1472, 1183]
theatre-show-row: [1076, 1372, 1476, 1391]
inox-logo: [1081, 393, 1190, 439]
page-number: 11: [109, 85, 154, 123]
show-count: 2 ಪ್ರದರ್ಶನಗಳು: [1414, 1374, 1472, 1388]
inox-phone: ದೂ : 2533444 / 2433456: [1247, 423, 1420, 439]
inox-listing: [1079, 444, 1473, 595]
theatre-show-row: [1076, 1168, 1476, 1187]
inox-logo-sub: LIVE THE MOVIE: [1081, 424, 1189, 437]
nagarahole-photo: [689, 861, 1062, 998]
ravikumar-headline-2: ಪಿಎಚ್.ಡಿ: [509, 1432, 577, 1456]
pvr-logo-sub: CINEMAS: [1102, 817, 1140, 827]
masthead: ಮೈಸೂರು ಮಿತ್ರ: [718, 87, 856, 119]
screen-row: [1079, 444, 1473, 460]
theatre-phone: (ದೂ: 2520009): [1386, 1189, 1472, 1202]
show-count: 4 ಪ್ರದರ್ಶನಗಳು: [1414, 1449, 1472, 1462]
cyan-dot: [1396, 2338, 1407, 2348]
theatre-phone: (ದೂ: 2422871): [1386, 1152, 1472, 1165]
screen-row: [1079, 489, 1473, 505]
theatre-show-row: [1076, 1298, 1476, 1317]
drc-logo: [1081, 135, 1146, 182]
theatre-show-row: [1076, 1484, 1476, 1502]
lead-photo-left: [81, 273, 565, 431]
screen-label: ಸ್ಕ್ರೀನ್ 3: [1079, 489, 1125, 504]
screen-showtimes: ಮೈಂಡ್ (ಹಿಂ): ಬೆ.10.50, ಸಂ.5.50, ಅಮಾಯ್ಸ್ ಮೀಟ್ ಟ್ರೋಡ್ಸ್ (ಇಂ): ಮ.2.40, ರಾ.9.40: [1128, 491, 1471, 503]
theatre-listing-table: [1075, 1111, 1478, 1504]
theatre-show-row: [1076, 1131, 1476, 1150]
lead-quote: ಪಂಚರಾಜ್ಯ ಚುನಾವಣೆ ಫಲಿತಾಂಶ ಸಂತಸ ತಂದಿದ್ದು, ಮುಖ್ಯವಾಗಿ ಗೋವಾ ರಾಜ್ಯ ಫಲಿತಾಂಶವನ್ನು ಕಾಂಗ್ರೆಸ್ ಪಕ್ಷ ಸೋಲಿಗೆ ಮೂಲ ಕಾರಣ ಎಂದು ಹೇಳಿದ್ದಾರೆ. ಈ ಪಂಚರಾಜ್ಯ ಚುನಾವಣೆಯ ಫಲಿತಾಂಶದಿಂದ ಆತ್ಮವಿಶ್ವಾಸ ಹೆಚ್ಚಾಗಿದೆ.: [404, 474, 730, 524]
lead-quote-box: [404, 473, 730, 596]
students-body-2: ಬದುಕಿನಲ್ಲಿ ಮುನ್ನುಗ್ಗಬೇಕು ಎಂದು ತಿಳಿಸಿ, ಪ್ರಾಚಾರ್ಯರು ಹಾಗೂ ಶಿಕ್ಷಕ ವರ್ಗದವರು ವಿದ್ಯಾರ್ಥಿಗಳಿಗೆ ಶುಭ ಹಾರೈಸಿದರು. ಕಾರ್ಯಕ್ರಮದಲ್ಲಿ ಶಾಲಾಭಿವೃದ್ಧಿ ಸಮಿತಿ ಅಧ್ಯಕ್ಷ, ಸದಸ್ಯರು, ಗ್ರಾಮ ಪಂಚಾಯಿತಿ ಸದಸ್ಯರು, ಪೋಷಕರು ಪಾಲ್ಗೊಂಡಿದ್ದರು.: [1087, 2125, 1478, 2174]
lead-column-3: ಬಿಜೆಪಿ ಜಿಲ್ಲಾಧ್ಯಕ್ಷ ಮಂಗಳಾ ಸೋಮಶೇಖರ್ ಮಾತನಾಡಿ, ಪಂಚರಾಜ್ಯಗಳ ಚುನಾವಣೆ ಫಲಿತಾಂಶ ಕಾಂಗ್ರೆಸ್‌ಗೆ ಪಾಠ ಕಲಿಸಿದೆ. ಮುಂಬರುವ ವಿಧಾನಸಭಾ ಚುನಾವಣೆಯಲ್ಲಿ ರಾಜ್ಯದಲ್ಲಿ ಬಿಜೆಪಿ 140 ರಿಂದ 150 ಕ್ಷೇತ್ರಗಳಲ್ಲಿ ಗೆಲುವು ಸಾಧಿಸಿ ಮತ್ತೆ ಅಧಿಕಾರದಲ್ಲಿ ಮುಂದುವರಿಯಲಿದೆ ಎಂದು ವಿಶ್ವಾಸ ವ್ಯಕ್ತಪಡಿಸಿದರು. ಈ ವೇಳೆ ಕ್ಷೇತ್ರಾಧ್ಯಕ್ಷ ಕೆ.ಸಿ.ಲೋಕೇಶ್ ನಾಯಕ್, ಜಿಲ್ಲಾ ಉಪಾಧ್ಯಕ್ಷ ಎಸ್.ಸಿ.ಮೋರ್ಚಾ ಸಿದ್ದಪ್ಪ, ಸದಸ್ಯರಾದ ಹೇಮಂತ್ ಕುಮಾರ್, ನಂದೀಶ್, ಪ್ರಭಾಕರ್ ಸೇರಿದಂತೆ ಅನೇಕರು ಪಾಲ್ಗೊಂಡಿದ್ದರು.: [739, 474, 1062, 593]
screen-row: [1079, 658, 1473, 673]
